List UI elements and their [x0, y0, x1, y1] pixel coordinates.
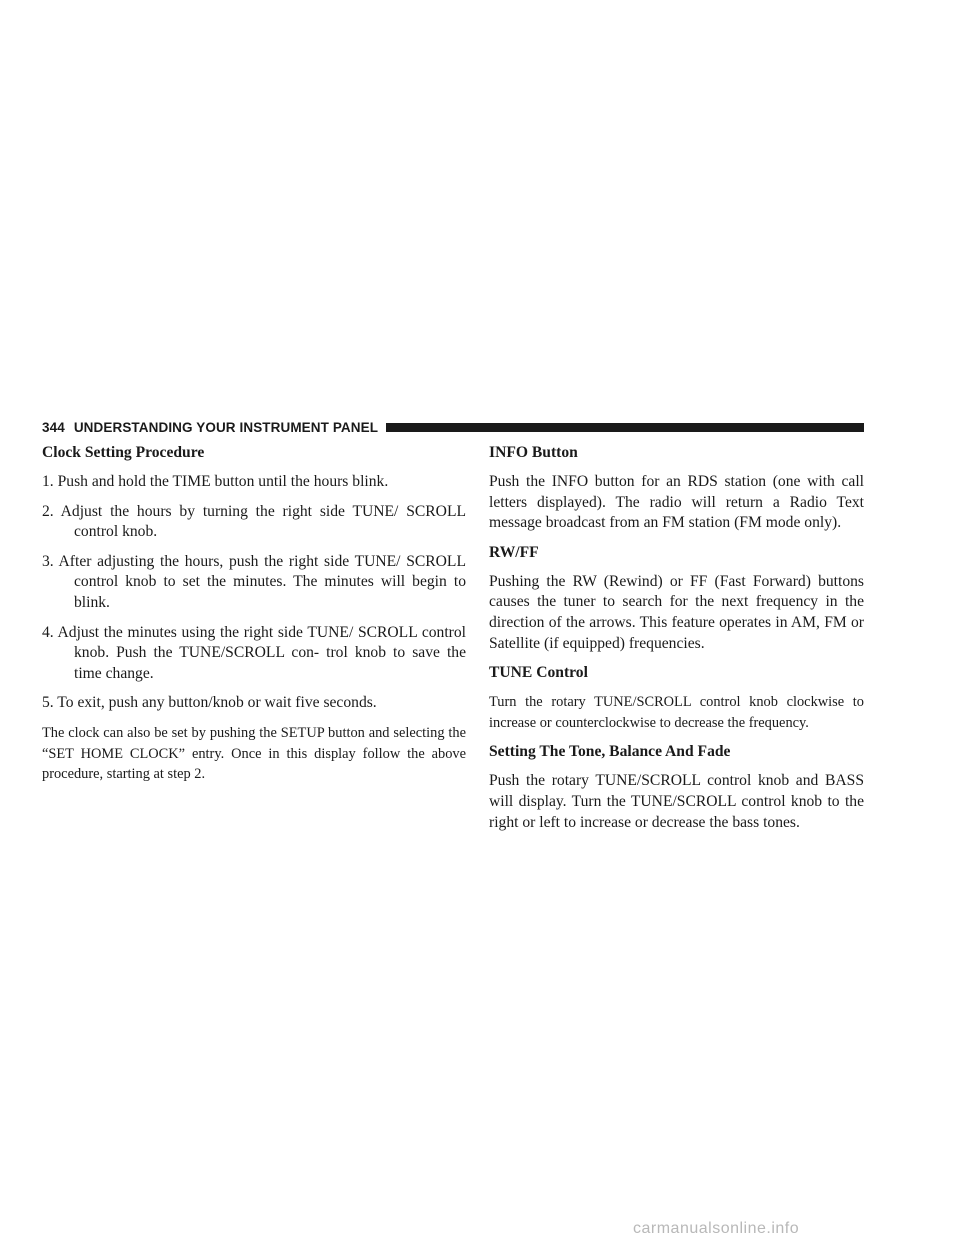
tune-control-paragraph: Turn the rotary TUNE/SCROLL control knob clockwise to increase or counterclockwise to decrease the frequency. [489, 694, 864, 731]
left-column [42, 438, 466, 794]
section-title: UNDERSTANDING YOUR INSTRUMENT PANEL [73, 419, 379, 435]
right-column [489, 438, 864, 842]
rw-ff-paragraph: Pushing the RW (Rewind) or FF (Fast Forward) buttons causes the tuner to search for the next frequency in the direction of the arrows. This feature operates in AM, FM or Satellite (if equipped) frequencies. [489, 572, 864, 652]
clock-setting-heading: Clock Setting Procedure [42, 444, 205, 461]
clock-steps-list [42, 472, 466, 714]
watermark-logo: carmanualsonline.info [633, 1220, 800, 1237]
info-button-paragraph: Push the INFO button for an RDS station (one with call letters displayed). The radio will return a Radio Text message broadcast from an FM station (FM mode only). [489, 473, 864, 532]
tone-balance-fade-paragraph: Push the rotary TUNE/SCROLL control knob and BASS will display. Turn the TUNE/SCROLL control knob to the right or left to increase or decrease the bass tones. [489, 772, 864, 831]
page-header [42, 418, 864, 436]
rw-ff-heading: RW/FF [489, 543, 539, 561]
tune-control-heading: TUNE Control [489, 664, 588, 682]
page-number: 344 [42, 419, 65, 435]
list-item: 3. After adjusting the hours, push the right side TUNE/ SCROLL control knob to set the minutes. The minutes will begin to blink. [42, 552, 466, 611]
info-button-heading: INFO Button [489, 444, 578, 461]
list-item: 2. Adjust the hours by turning the right side TUNE/ SCROLL control knob. [42, 502, 466, 541]
header-rule [386, 423, 864, 432]
list-item: 5. To exit, push any button/knob or wait five seconds. [42, 694, 377, 712]
list-item: 1. Push and hold the TIME button until the hours blink. [42, 473, 389, 490]
setup-note-paragraph: The clock can also be set by pushing the SETUP button and selecting the “SET HOME CLOCK” entry. Once in this display follow the above procedure, starting at step 2. [42, 724, 466, 783]
tone-balance-fade-heading: Setting The Tone, Balance And Fade [489, 743, 731, 761]
list-item: 4. Adjust the minutes using the right side TUNE/ SCROLL control knob. Push the TUNE/SCROLL con- trol knob to save the time change. [42, 623, 466, 682]
